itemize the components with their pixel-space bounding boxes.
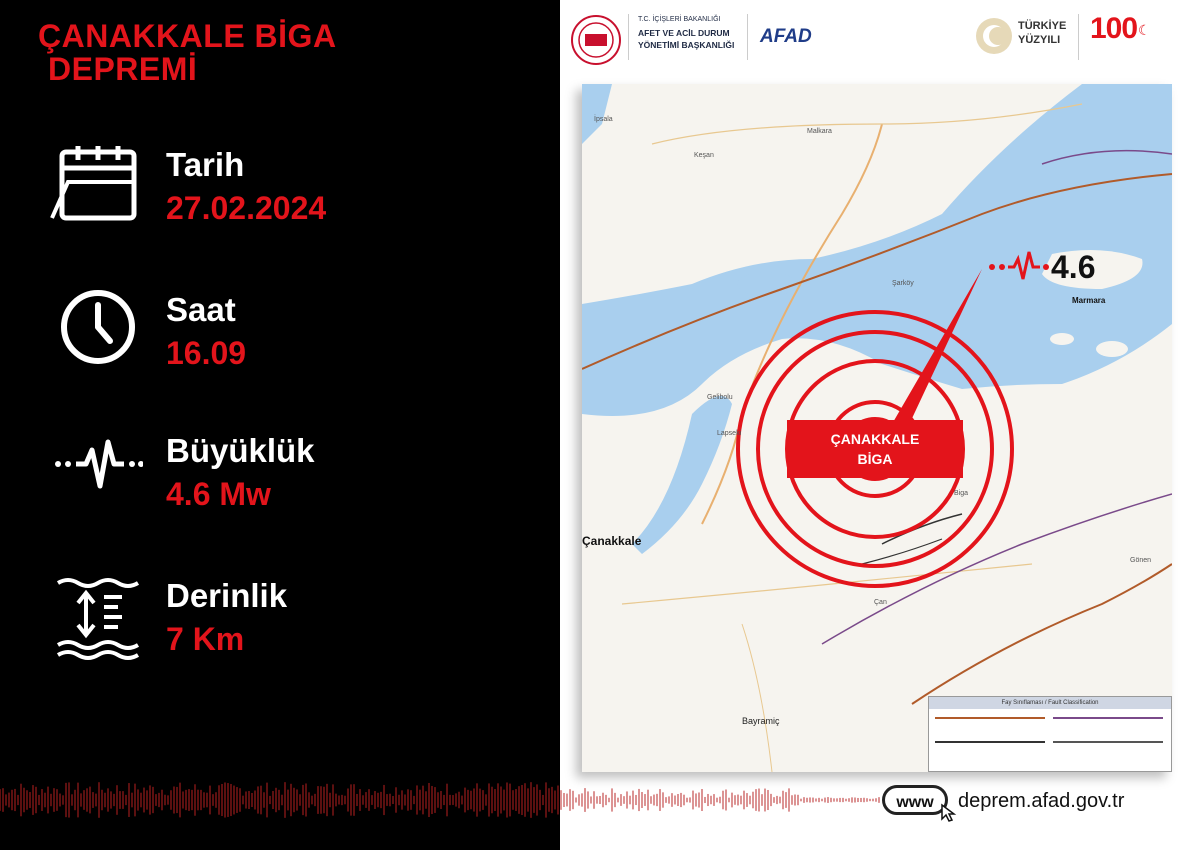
clock-icon — [48, 287, 143, 377]
centennial-logo: 100 — [1090, 12, 1138, 45]
legend-line — [1053, 741, 1163, 743]
epicenter-map — [582, 84, 1172, 772]
date-value: 27.02.2024 — [166, 190, 327, 226]
cursor-icon — [940, 803, 958, 823]
title-line-2: DEPREMİ — [48, 51, 198, 87]
ministry-seal-icon — [570, 14, 622, 66]
magnitude-value: 4.6 Mw — [166, 476, 271, 512]
header-divider — [747, 14, 748, 60]
city-label: Çanakkale — [582, 534, 642, 548]
depth-label: Derinlik — [166, 577, 288, 614]
map-panel — [560, 0, 1200, 850]
epicenter-line-1: ÇANAKKALE — [830, 431, 920, 447]
waveform-icon — [48, 428, 143, 518]
place-label: Keşan — [694, 152, 714, 159]
place-label: Malkara — [807, 128, 832, 135]
afad-logo: AFAD — [760, 26, 812, 47]
legend-line — [935, 741, 1045, 743]
place-label: Biga — [954, 490, 969, 497]
seismic-waveform-icon — [0, 770, 880, 830]
depth-value: 7 Km — [166, 621, 245, 657]
page-title — [38, 20, 337, 86]
time-row — [48, 287, 528, 387]
header-divider — [1078, 14, 1079, 60]
legend-title: Fay Sınıflaması / Fault Classification — [929, 697, 1171, 709]
turkiye-line-1: TÜRKİYE — [1018, 20, 1067, 32]
city-label: Marmara — [1072, 296, 1106, 305]
header-divider — [628, 14, 629, 60]
place-label: İpsala — [594, 116, 613, 123]
info-panel — [0, 0, 560, 850]
time-value: 16.09 — [166, 335, 247, 371]
epicenter-line-2: BİGA — [857, 451, 893, 467]
turkiye-yuzyili-logo-icon — [974, 16, 1014, 56]
time-label: Saat — [166, 291, 236, 328]
place-label: Çan — [874, 599, 887, 606]
depth-icon — [48, 573, 143, 663]
map-magnitude: 4.6 — [1051, 249, 1096, 285]
magnitude-row — [48, 428, 528, 528]
legend-line — [1053, 717, 1163, 719]
ministry-line-2: AFET VE ACİL DURUM — [638, 28, 730, 38]
logo-header — [560, 0, 1200, 75]
place-label: Şarköy — [892, 280, 914, 287]
www-badge: www — [882, 785, 948, 815]
place-label: Bayramiç — [742, 716, 780, 726]
date-label: Tarih — [166, 146, 245, 183]
place-label: Gönen — [1130, 557, 1152, 564]
calendar-icon — [48, 142, 143, 232]
legend-line — [935, 717, 1045, 719]
depth-row — [48, 573, 528, 673]
place-label: Gelibolu — [707, 394, 733, 401]
ministry-line-3: YÖNETİMİ BAŞKANLIĞI — [638, 40, 735, 50]
crescent-star-icon: ☾ — [1138, 22, 1151, 38]
title-line-1: ÇANAKKALE BİGA — [38, 18, 337, 54]
website-url: deprem.afad.gov.tr — [958, 790, 1125, 812]
date-row — [48, 142, 528, 242]
place-label: Lapseki — [717, 430, 742, 437]
fault-legend — [928, 696, 1172, 772]
ministry-line-1: T.C. İÇİŞLERİ BAKANLIĞI — [638, 16, 721, 23]
epicenter-label — [787, 420, 963, 478]
turkiye-line-2: YÜZYILI — [1018, 34, 1061, 46]
magnitude-label: Büyüklük — [166, 432, 315, 469]
website-link[interactable] — [882, 785, 1182, 819]
